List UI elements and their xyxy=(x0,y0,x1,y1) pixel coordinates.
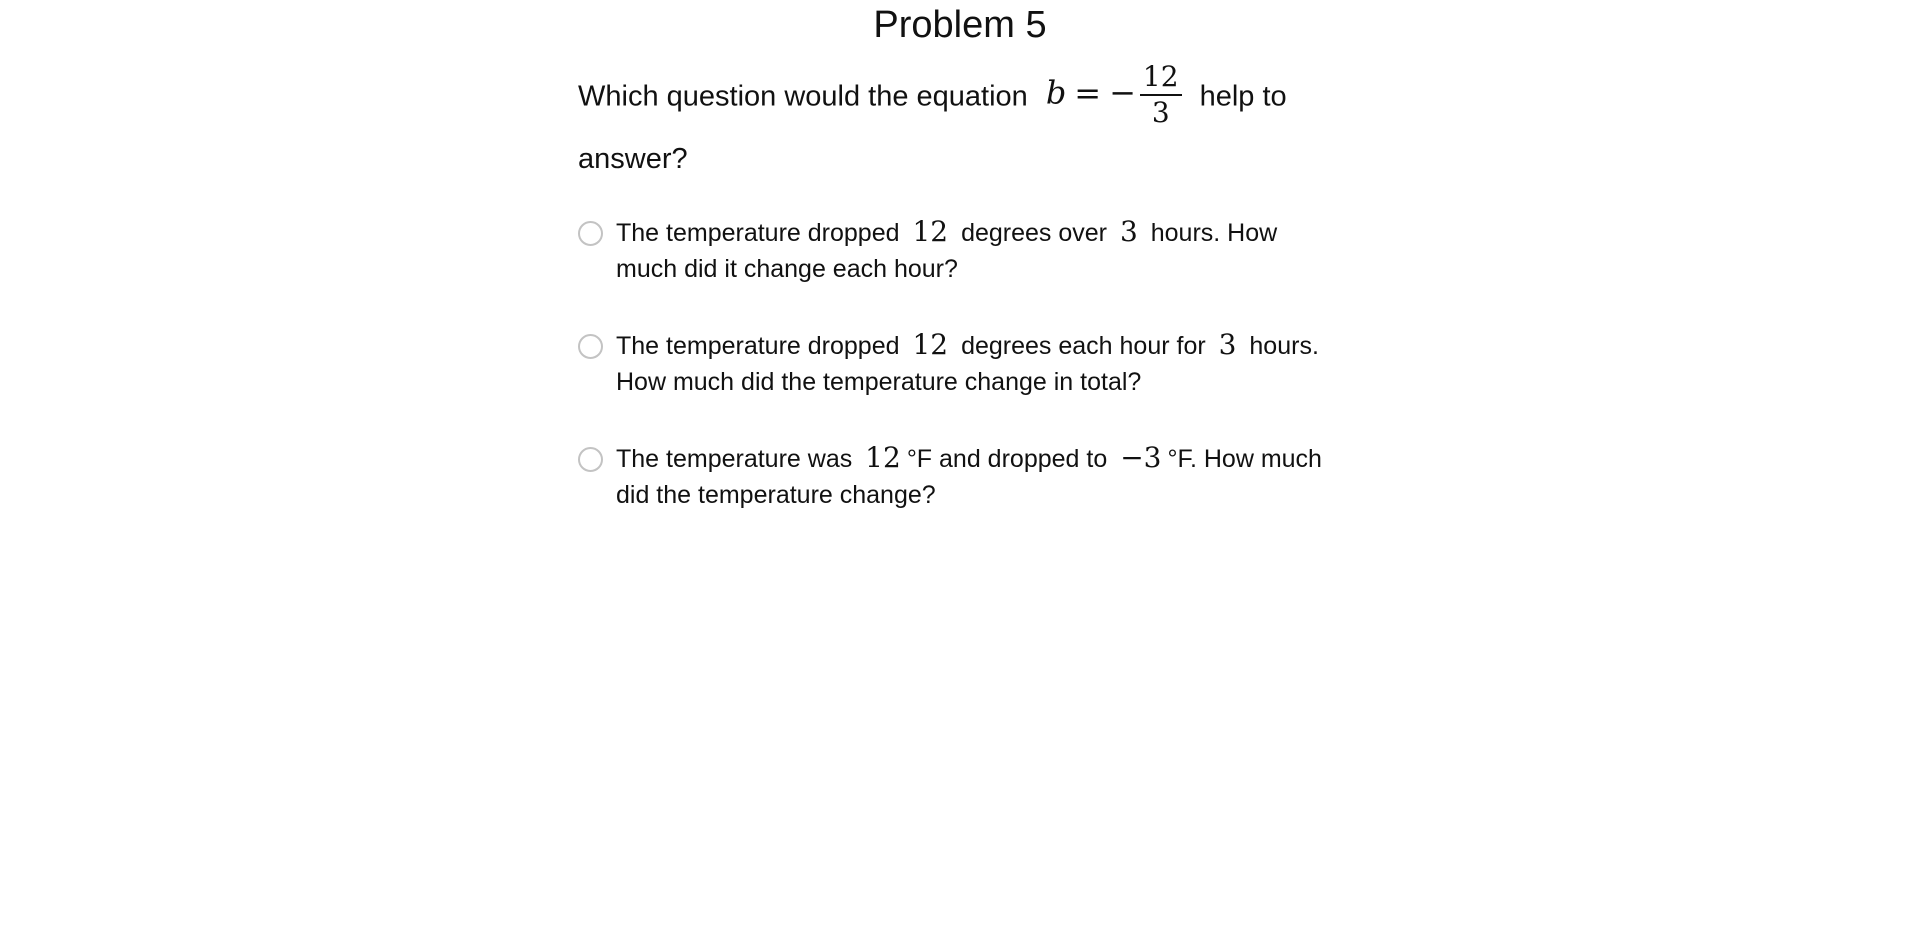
equation-fraction xyxy=(1140,60,1182,129)
option-math: 12 xyxy=(912,215,949,248)
fraction-numerator: 12 xyxy=(1140,63,1182,96)
option-text-segment: The temperature dropped xyxy=(616,219,900,247)
equation-sign: − xyxy=(1109,73,1136,112)
equation-variable: b xyxy=(1045,73,1067,112)
answer-option[interactable] xyxy=(578,214,1338,287)
answer-option-text xyxy=(616,327,1336,400)
fraction-denominator: 3 xyxy=(1151,96,1170,129)
page-title: Problem 5 xyxy=(873,4,1047,46)
radio-button[interactable] xyxy=(578,334,603,359)
answer-option-text xyxy=(616,214,1336,287)
question-text-after: help to answer? xyxy=(578,80,1287,175)
option-text-segment: °F. How much did the temperature change? xyxy=(616,445,1322,509)
equation xyxy=(1045,60,1182,129)
answer-option[interactable] xyxy=(578,327,1338,400)
question-text-before: Which question would the equation xyxy=(578,80,1028,113)
option-math: 3 xyxy=(1119,215,1138,248)
option-text-segment: hours. How much did it change each hour? xyxy=(616,219,1278,283)
question-prompt xyxy=(578,60,1338,188)
radio-button[interactable] xyxy=(578,221,603,246)
option-math: 12 xyxy=(912,328,949,361)
option-text-segment: degrees over xyxy=(961,219,1107,247)
answer-options xyxy=(578,214,1338,513)
option-text-segment: hours. How much did the temperature change in total? xyxy=(616,332,1319,396)
option-math: 3 xyxy=(1218,328,1237,361)
option-text-segment: °F and dropped to xyxy=(906,445,1108,473)
answer-option-text xyxy=(616,440,1336,513)
option-text-segment: degrees each hour for xyxy=(961,332,1206,360)
option-math: −3 xyxy=(1120,441,1162,474)
answer-option[interactable] xyxy=(578,440,1338,513)
option-math: 12 xyxy=(865,441,901,474)
equation-operator: = xyxy=(1074,73,1102,112)
option-text-segment: The temperature was xyxy=(616,445,853,473)
option-text-segment: The temperature dropped xyxy=(616,332,900,360)
radio-button[interactable] xyxy=(578,447,603,472)
problem-content xyxy=(578,60,1338,553)
